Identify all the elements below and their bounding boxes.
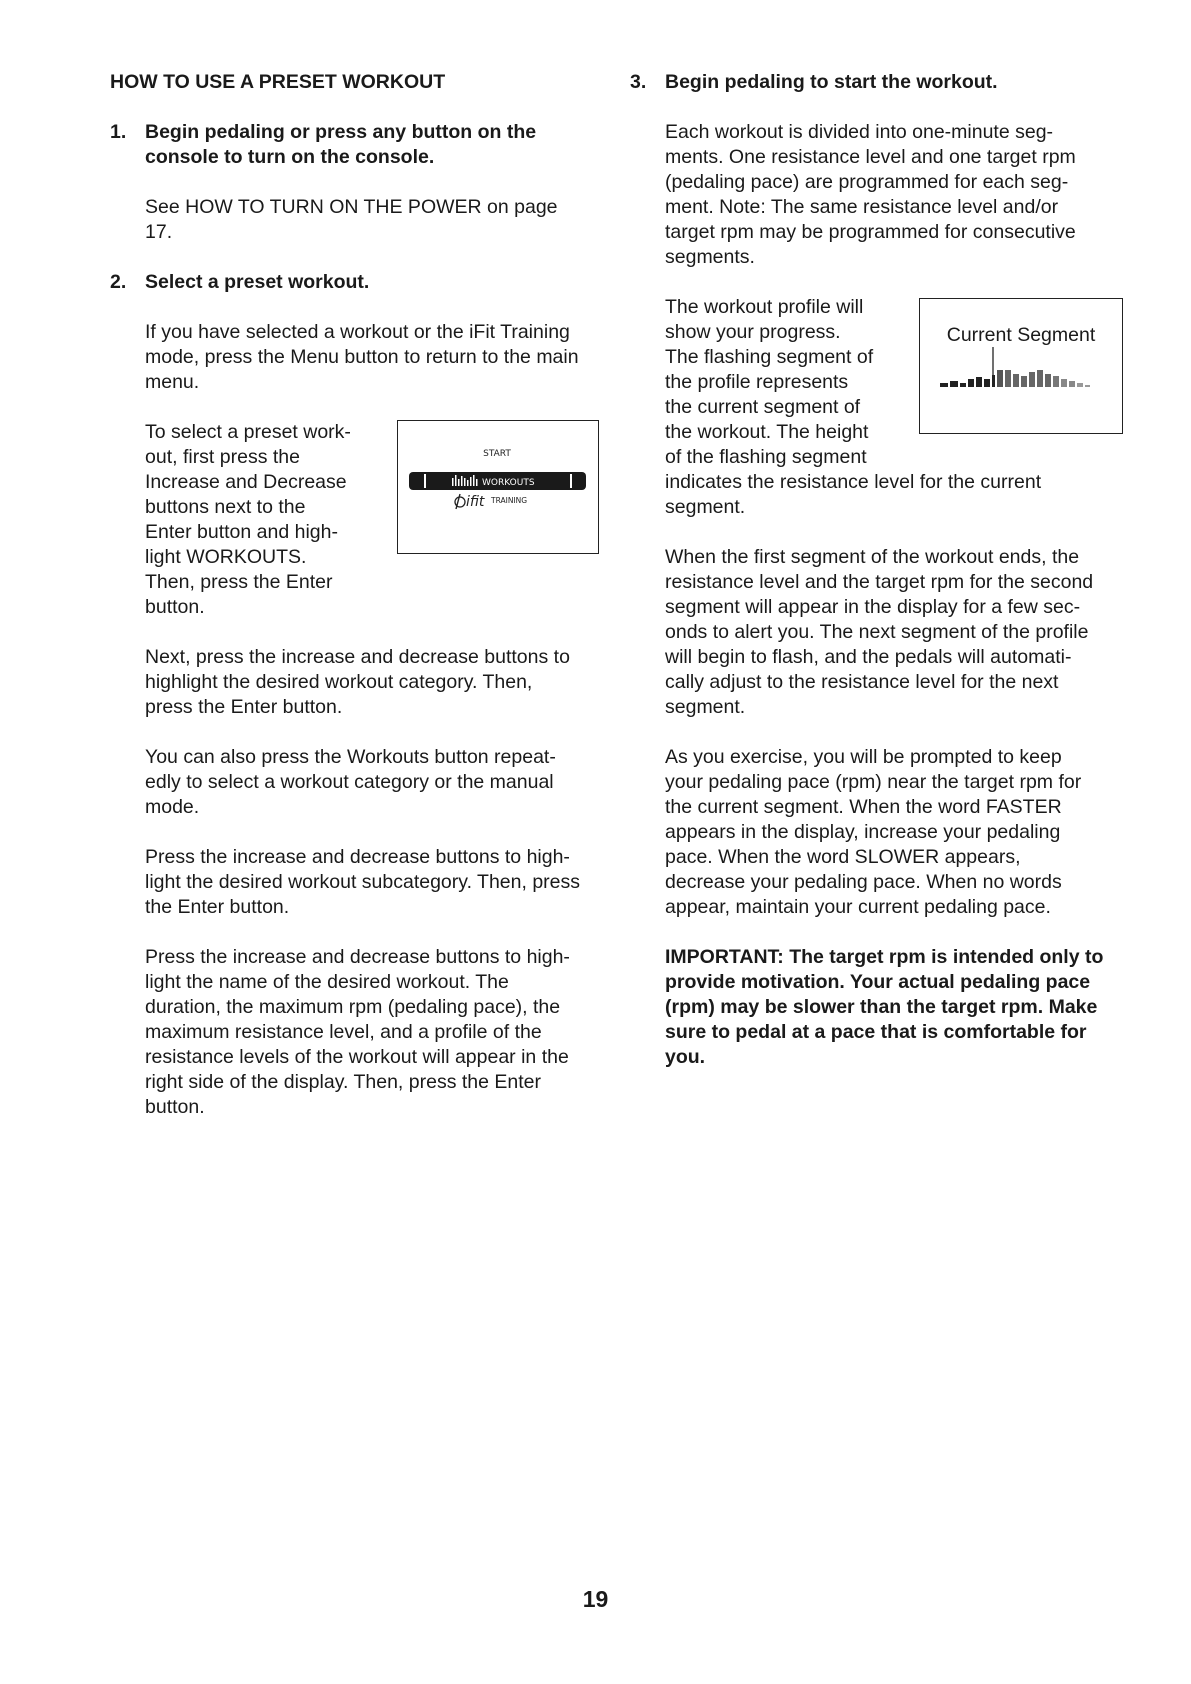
paragraph-menu (110, 320, 600, 395)
text-line: edly to select a workout category or the manual (145, 771, 554, 793)
step-number: 1. (110, 121, 127, 143)
text-line: If you have selected a workout or the iFit Training (145, 321, 570, 343)
text-line: IMPORTANT: The target rpm is intended only to (665, 946, 1104, 968)
profile-bars-illustration (920, 299, 1121, 432)
paragraph-first-segment (630, 545, 1125, 720)
text-line: Each workout is divided into one-minute seg- (665, 121, 1054, 143)
bar-divider (570, 474, 572, 488)
text-line: ment. Note: The same resistance level and/or (665, 196, 1059, 218)
text-line: ments. One resistance level and one target rpm (665, 146, 1076, 168)
text-line: You can also press the Workouts button repeat- (145, 746, 556, 768)
text-line: segment. (665, 496, 746, 518)
ifit-logo-icon (455, 494, 465, 509)
text-line: target rpm may be programmed for consecutive (665, 221, 1076, 243)
text-line: out, first press the (145, 446, 300, 468)
text-line: your pedaling pace (rpm) near the target rpm for (665, 771, 1082, 793)
text-line: resistance levels of the workout will appear in the (145, 1046, 569, 1068)
current-segment-label: Current Segment (946, 324, 1096, 346)
bar-divider (424, 474, 426, 488)
text-line: light the name of the desired workout. The (145, 971, 509, 993)
section-heading: HOW TO USE A PRESET WORKOUT (110, 71, 446, 93)
paragraph-workouts-button (110, 745, 600, 820)
text-line: will begin to flash, and the pedals will automati- (665, 646, 1072, 668)
text-line: provide motivation. Your actual pedaling pace (665, 971, 1091, 993)
step-number: 2. (110, 271, 127, 293)
text-line: light WORKOUTS. (145, 546, 307, 568)
text-line: When the first segment of the workout ends, the (665, 546, 1080, 568)
text-line: the workout. The height (665, 421, 869, 443)
text-line: buttons next to the (145, 496, 306, 518)
text-line: onds to alert you. The next segment of the profile (665, 621, 1089, 643)
paragraph-subcategory (110, 845, 600, 920)
text-line: decrease your pedaling pace. When no words (665, 871, 1062, 893)
text-line: cally adjust to the resistance level for the next (665, 671, 1059, 693)
text-line: The flashing segment of (665, 346, 874, 368)
text-line: the Enter button. (145, 896, 290, 918)
text-line: Press the increase and decrease buttons to high- (145, 846, 570, 868)
text-line: duration, the maximum rpm (pedaling pace), the (145, 996, 561, 1018)
text-line: of the flashing segment (665, 446, 867, 468)
text-line: Begin pedaling to start the workout. (665, 71, 998, 93)
important-note (630, 945, 1125, 1070)
text-line: console to turn on the console. (145, 146, 435, 168)
paragraph-category (110, 645, 600, 720)
text-line: appear, maintain your current pedaling pace. (665, 896, 1051, 918)
paragraph-power (110, 195, 600, 245)
step-number: 3. (630, 71, 647, 93)
paragraph-prompt (630, 745, 1125, 920)
page-number: 19 (582, 1586, 609, 1612)
text-line: segments. (665, 246, 755, 268)
ifit-label: ifit (466, 494, 485, 510)
text-line: Then, press the Enter (145, 571, 333, 593)
current-segment-figure (919, 298, 1123, 434)
step-1 (110, 120, 600, 170)
start-label: START (483, 449, 511, 459)
text-line: mode, press the Menu button to return to the main (145, 346, 579, 368)
text-line: (pedaling pace) are programmed for each seg- (665, 171, 1069, 193)
text-line: press the Enter button. (145, 696, 343, 718)
text-line: Enter button and high- (145, 521, 338, 543)
select-workout-block (110, 420, 600, 620)
profile-block (630, 295, 1125, 520)
text-line: show your progress. (665, 321, 841, 343)
text-line: Increase and Decrease (145, 471, 347, 493)
text-line: 17. (145, 221, 173, 243)
paragraph-workout-name (110, 945, 600, 1120)
text-line: indicates the resistance level for the current (665, 471, 1042, 493)
text-line: the current segment. When the word FASTER (665, 796, 1062, 818)
workouts-label: WORKOUTS (482, 478, 535, 488)
console-menu-figure (397, 420, 599, 554)
text-line: appears in the display, increase your pedaling (665, 821, 1061, 843)
text-line: sure to pedal at a pace that is comfortable for (665, 1021, 1087, 1043)
text-line: light the desired workout subcategory. Then, press (145, 871, 581, 893)
text-line: button. (145, 596, 205, 618)
text-line: Begin pedaling or press any button on the (145, 121, 537, 143)
text-line: mode. (145, 796, 200, 818)
text-line: segment. (665, 696, 746, 718)
text-line: Press the increase and decrease buttons to high- (145, 946, 570, 968)
text-line: The workout profile will (665, 296, 864, 318)
text-line: segment will appear in the display for a few sec- (665, 596, 1081, 618)
console-display-illustration (398, 421, 597, 552)
paragraph-segments (630, 120, 1125, 270)
text-line: highlight the desired workout category. Then, (145, 671, 533, 693)
right-column (630, 70, 1125, 1095)
training-label: TRAINING (491, 496, 528, 505)
text-line: button. (145, 1096, 205, 1118)
left-column (110, 70, 600, 1145)
text-line: maximum resistance level, and a profile of the (145, 1021, 542, 1043)
text-line: As you exercise, you will be prompted to keep (665, 746, 1062, 768)
text-line: right side of the display. Then, press the Enter (145, 1071, 541, 1093)
text-line: To select a preset work- (145, 421, 351, 443)
text-line: you. (665, 1046, 706, 1068)
step-2 (110, 270, 600, 295)
profile-bars (940, 370, 1090, 387)
text-line: menu. (145, 371, 200, 393)
text-line: the current segment of (665, 396, 861, 418)
text-line: resistance level and the target rpm for the second (665, 571, 1094, 593)
text-line: (rpm) may be slower than the target rpm. Make (665, 996, 1098, 1018)
step-3 (630, 70, 1125, 95)
text-line: the profile represents (665, 371, 849, 393)
text-line: Select a preset workout. (145, 271, 370, 293)
text-line: See HOW TO TURN ON THE POWER on page (145, 196, 558, 218)
text-line: pace. When the word SLOWER appears, (665, 846, 1021, 868)
text-line: Next, press the increase and decrease buttons to (145, 646, 570, 668)
